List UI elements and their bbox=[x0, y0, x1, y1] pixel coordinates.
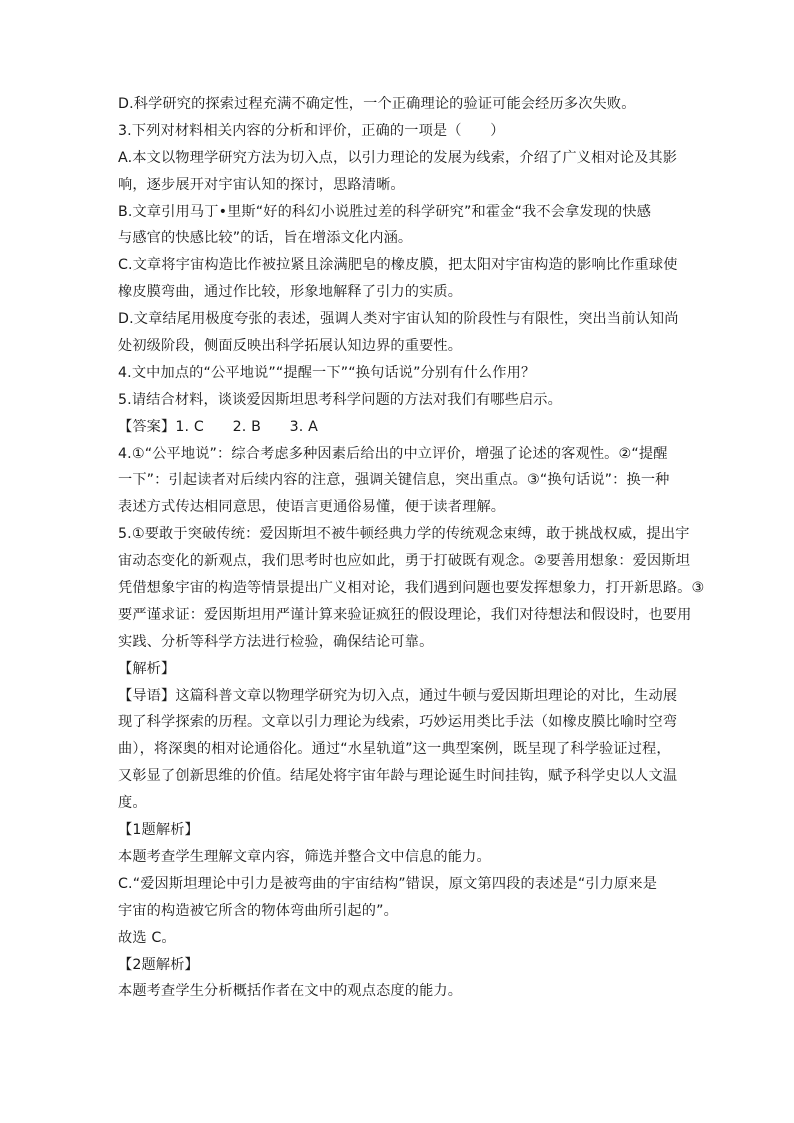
text-line: A.本文以物理学研究方法为切入点，以引力理论的发展为线索，介绍了广义相对论及其影 bbox=[118, 149, 678, 166]
text-line: 要严谨求证：爱因斯坦用严谨计算来验证疯狂的假设理论，我们对待想法和假设时，也要用 bbox=[118, 606, 692, 623]
text-line: C.文章将宇宙构造比作被拉紧且涂满肥皂的橡皮膜，把太阳对宇宙构造的影响比作重球使 bbox=[118, 257, 678, 274]
text-line: 一下”：引起读者对后续内容的注意，强调关键信息，突出重点。③“换句话说”：换一种 bbox=[118, 472, 670, 489]
text-line: 度。 bbox=[118, 795, 147, 812]
text-line: 宙动态变化的新观点，我们思考时也应如此，勇于打破既有观念。②要善用想象：爱因斯坦 bbox=[118, 553, 691, 570]
question-4-stem: 4.文中加点的“公平地说”“提醒一下”“换句话说”分别有什么作用？ bbox=[118, 364, 536, 381]
text-line: 本题考查学生分析概括作者在文中的观点态度的能力。 bbox=[118, 983, 463, 1000]
question-3-stem: 3.下列对材料相关内容的分析和评价，正确的一项是（ ） bbox=[118, 122, 505, 139]
text-line: 处初级阶段，侧面反映出科学拓展认知边界的重要性。 bbox=[118, 338, 463, 355]
q2-analysis-heading: 【2题解析】 bbox=[118, 956, 199, 973]
answer-heading: 【答案】1. C 2. B 3. A bbox=[118, 418, 318, 435]
text-line: 橡皮膜弯曲，通过作比较，形象地解释了引力的实质。 bbox=[118, 284, 463, 301]
text-line: C.“爱因斯坦理论中引力是被弯曲的宇宙结构”错误，原文第四段的表述是“引力原来是 bbox=[118, 875, 658, 892]
text-line: 响，逐步展开对宇宙认知的探讨，思路清晰。 bbox=[118, 176, 405, 193]
text-line: D.文章结尾用极度夸张的表述，强调人类对宇宙认知的阶段性与有限性，突出当前认知尚 bbox=[118, 311, 679, 328]
text-line: 4.①“公平地说”：综合考虑多种因素后给出的中立评价，增强了论述的客观性。②“提醒 bbox=[118, 445, 668, 462]
text-line: D.科学研究的探索过程充满不确定性，一个正确理论的验证可能会经历多次失败。 bbox=[118, 96, 636, 112]
q1-analysis-heading: 【1题解析】 bbox=[118, 822, 199, 839]
text-line: B.文章引用马丁•里斯“好的科幻小说胜过差的科学研究”和霍金“我不会拿发现的快感 bbox=[118, 203, 652, 220]
text-line: 本题考查学生理解文章内容，筛选并整合文中信息的能力。 bbox=[118, 848, 491, 865]
text-line: 凭借想象宇宙的构造等情景提出广义相对论，我们遇到问题也要发挥想象力，打开新思路。③ bbox=[118, 580, 705, 597]
text-line: 曲），将深奥的相对论通俗化。通过“水星轨道”这一典型案例，既呈现了科学验证过程， bbox=[118, 741, 671, 758]
text-line: 宇宙的构造被它所含的物体弯曲所引起的”。 bbox=[118, 902, 398, 919]
text-line: 与感官的快感比较”的话，旨在增添文化内涵。 bbox=[118, 230, 413, 247]
text-line: 5.①要敢于突破传统：爱因斯坦不被牛顿经典力学的传统观念束缚，敢于挑战权威，提出宇 bbox=[118, 526, 690, 543]
text-line: 又彰显了创新思维的价值。结尾处将宇宙年龄与理论诞生时间挂钩，赋予科学史以人文温 bbox=[118, 768, 678, 785]
document-page bbox=[118, 91, 705, 1005]
analysis-heading: 【解析】 bbox=[118, 660, 176, 677]
text-line: 故选 C。 bbox=[118, 929, 176, 946]
text-line: 实践、分析等科学方法进行检验，确保结论可靠。 bbox=[118, 633, 434, 650]
text-line: 现了科学探索的历程。文章以引力理论为线索，巧妙运用类比手法（如橡皮膜比喻时空弯 bbox=[118, 714, 678, 731]
question-5-stem: 5.请结合材料，谈谈爱因斯坦思考科学问题的方法对我们有哪些启示。 bbox=[118, 391, 562, 408]
text-line: 表述方式传达相同意思，使语言更通俗易懂，便于读者理解。 bbox=[118, 499, 506, 516]
text-line: 【导语】这篇科普文章以物理学研究为切入点，通过牛顿与爱因斯坦理论的对比，生动展 bbox=[118, 687, 678, 704]
